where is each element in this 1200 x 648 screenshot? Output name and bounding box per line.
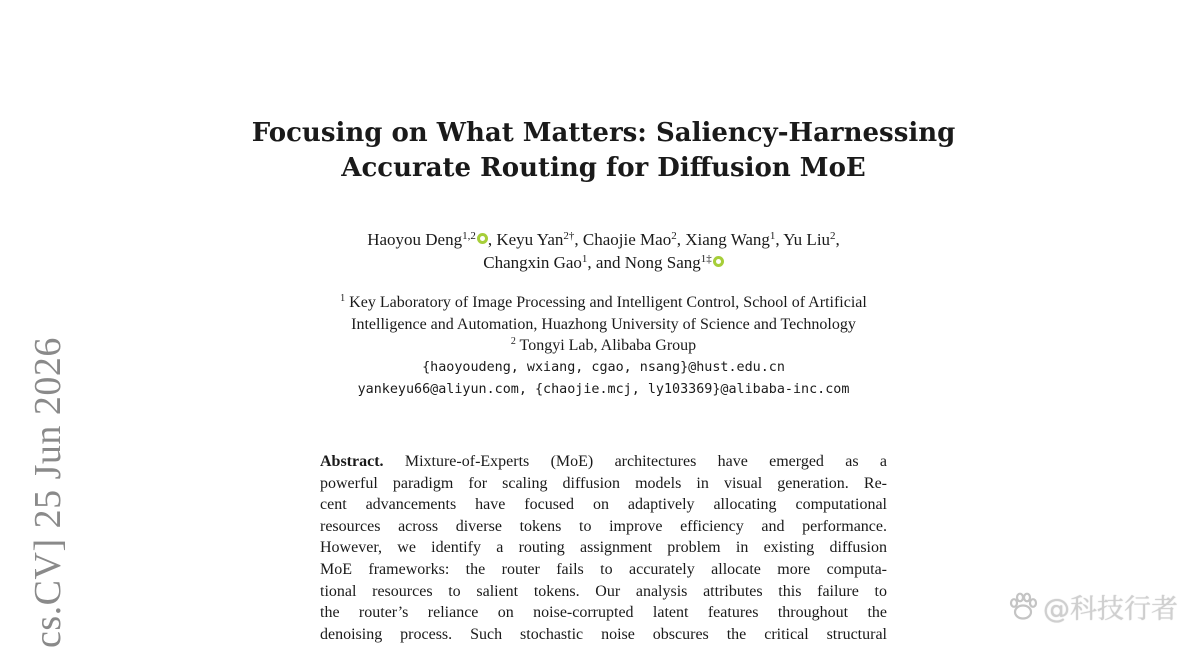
abstract-line: resources across diverse tokens to improve efficiency and performance. (320, 517, 887, 535)
affiliation-text: Key Laboratory of Image Processing and Intelligent Control, School of Artificial (345, 294, 867, 311)
affiliation-1-cont: Intelligence and Automation, Huazhong University of Science and Technology (351, 315, 856, 333)
author-affil-mark: 1 (581, 253, 588, 265)
author-affil-mark: 1‡ (700, 253, 712, 265)
watermark-text: @科技行者 (1043, 593, 1178, 625)
author-name: , Keyu Yan (487, 230, 564, 249)
title-line-2: Accurate Routing for Diffusion MoE (341, 153, 866, 183)
title-line-1: Focusing on What Matters: Saliency-Harnessing (251, 118, 956, 148)
author-affil-mark: 2 (830, 230, 836, 242)
abstract-heading: Abstract. (320, 453, 384, 470)
author-name: , Xiang Wang (676, 230, 770, 249)
author-line-1 (200, 228, 1007, 251)
abstract-line: cent advancements have focused on adaptively allocating computational (320, 496, 887, 514)
email-line-1: {haoyoudeng, wxiang, cgao, nsang}@hust.edu.cn (422, 359, 785, 375)
author-name: , and Nong Sang (587, 253, 701, 272)
author-affil-mark: 2 (671, 230, 677, 242)
author-separator: , (835, 230, 840, 249)
author-name: Changxin Gao (483, 253, 582, 272)
affiliations (270, 292, 937, 401)
affiliation-mark: 2 (510, 336, 516, 347)
author-name: Haoyou Deng (367, 230, 463, 249)
affiliation-mark: 1 (340, 293, 346, 304)
affiliation-1 (270, 292, 937, 314)
watermark (1007, 586, 1178, 626)
paw-icon (1007, 591, 1039, 621)
orcid-icon[interactable] (477, 233, 488, 244)
author-name: , Yu Liu (775, 230, 831, 249)
author-affil-mark: 1,2 (462, 230, 476, 242)
author-name: , Chaojie Mao (574, 230, 672, 249)
abstract-line: powerful paradigm for scaling diffusion models in visual generation. Re- (320, 474, 887, 492)
arxiv-stamp: cs.CV] 25 Jun 2026 (27, 337, 69, 648)
abstract-line: However, we identify a routing assignment problem in existing diffusion (320, 539, 887, 557)
affiliation-text: Tongyi Lab, Alibaba Group (515, 337, 697, 354)
author-affil-mark: 1 (769, 230, 776, 242)
abstract-line: tional resources to salient tokens. Our analysis attributes this failure to (320, 582, 887, 600)
abstract-line: MoE frameworks: the router fails to accurately allocate more computa- (320, 560, 887, 578)
abstract (320, 451, 887, 645)
paper-title (200, 116, 1007, 186)
email-line-2: yankeyu66@aliyun.com, {chaojie.mcj, ly103369}@alibaba-inc.com (357, 381, 850, 397)
author-affil-mark: 2† (563, 230, 575, 242)
abstract-line: Abstract. Mixture-of-Experts (MoE) architectures have emerged as a (320, 453, 887, 470)
abstract-line: the router’s reliance on noise-corrupted latent features throughout the (320, 604, 887, 622)
affiliation-2 (270, 335, 937, 357)
author-line-2 (200, 251, 1007, 274)
author-list (200, 228, 1007, 274)
orcid-icon[interactable] (713, 256, 724, 267)
abstract-line: denoising process. Such stochastic noise obscures the critical structural (320, 625, 887, 643)
